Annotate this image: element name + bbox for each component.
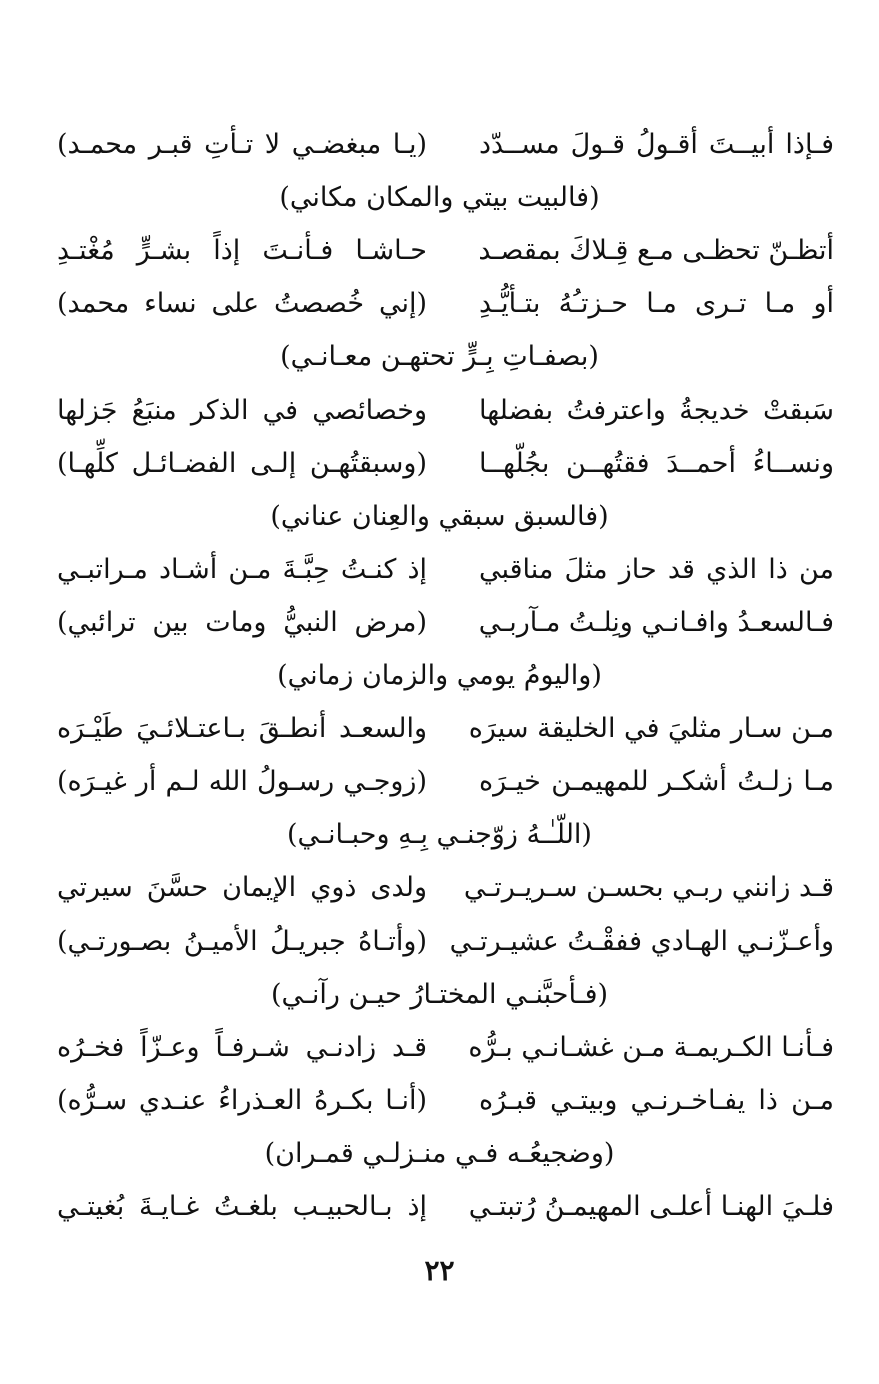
verse-second-hemistich: وخصائصي في الذكر منبَعُ جَزلها (57, 395, 427, 426)
verse-first-hemistich: من ذا الذي قد حاز مثلَ مناقبي (479, 554, 834, 585)
refrain-text: (فـأحبَّنـي المختـارُ حيـن رآنـي) (270, 979, 609, 1010)
verse-first-hemistich: ونســاءُ أحمــدَ فقتُهــن بجُلّهــا (479, 448, 834, 479)
verse-line (0, 117, 879, 173)
refrain-line (0, 648, 879, 704)
verse-first-hemistich: قـد زانني ربـي بحسـن سـريـرتـي (463, 872, 834, 903)
verse-line (0, 223, 879, 279)
page-number: ٢٢ (424, 1254, 455, 1287)
verse-second-hemistich: (أنـا بكـرهُ العـذراءُ عنـدي سـرُّه) (57, 1085, 427, 1116)
refrain-text: (وضجيعُـه فـي منـزلـي قمـران) (264, 1138, 615, 1169)
verse-line (0, 1179, 879, 1235)
verse-first-hemistich: سَبقتْ خديجةُ واعترفتُ بفضلها (479, 395, 834, 426)
verse-second-hemistich: (وسبقتُهـن إلـى الفضـائـل كلِّهـا) (57, 448, 427, 479)
verse-second-hemistich: (زوجـي رسـولُ الله لـم أر غيـرَه) (57, 766, 427, 797)
verse-line (0, 754, 879, 810)
verse-first-hemistich: فـأنـا الكـريمـة مـن غشـانـي بـرُّه (468, 1032, 834, 1063)
refrain-line (0, 489, 879, 545)
refrain-line (0, 807, 879, 863)
verse-first-hemistich: فلـيَ الهنـا أعلـى المهيمـنُ رُتبتـي (468, 1191, 834, 1222)
verse-first-hemistich: فـالسعـدُ وافـانـي ونِلـتُ مـآربـي (478, 607, 834, 638)
verse-first-hemistich: مـا زلـتُ أشكـر للمهيمـن خيـرَه (479, 766, 834, 797)
verse-second-hemistich: ولدى ذوي الإيمان حسَّنَ سيرتي (57, 872, 427, 903)
verse-line (0, 276, 879, 332)
verse-line (0, 1020, 879, 1076)
verse-line (0, 914, 879, 970)
verse-first-hemistich: أو مـا تـرى مـا حـزتـُهُ بتـأيُّـدِ (479, 288, 834, 319)
verse-line (0, 701, 879, 757)
verse-first-hemistich: مـن سـار مثليَ في الخليقة سيرَه (468, 713, 834, 744)
verse-second-hemistich: إذ بـالحبيـب بلغـتُ غـايـةَ بُغيتـي (57, 1191, 427, 1222)
refrain-line (0, 1126, 879, 1182)
refrain-line (0, 967, 879, 1023)
refrain-text: (فالبيت بيتي والمكان مكاني) (279, 182, 600, 213)
verse-first-hemistich: وأعـزّنـي الهـادي ففقْـتُ عشيـرتـي (449, 926, 834, 957)
verse-second-hemistich: حـاشـا فـأنـتَ إذاً بشـرٍّ مُغْتـدِ (57, 235, 427, 266)
verse-line (0, 542, 879, 598)
verse-line (0, 595, 879, 651)
refrain-text: (اللّـٰـهُ زوّجنـي بِـهِ وحبـانـي) (287, 819, 592, 850)
verse-line (0, 860, 879, 916)
refrain-text: (بصفـاتِ بِـرٍّ تحتهـن معـانـي) (280, 341, 599, 372)
verse-second-hemistich: (مرض النبيُّ ومات بين ترائبي) (57, 607, 427, 638)
verse-second-hemistich: والسعـد أنطـقَ بـاعتـلائـيَ طَيْـرَه (57, 713, 427, 744)
verse-second-hemistich: (يـا مبغضـي لا تـأتِ قبـر محمـد) (57, 129, 427, 160)
verse-line (0, 436, 879, 492)
refrain-line (0, 170, 879, 226)
refrain-line (0, 329, 879, 385)
verse-first-hemistich: مـن ذا يفـاخـرنـي وبيتـي قبـرُه (479, 1085, 834, 1116)
verse-first-hemistich: فـإذا أبيــتَ أقـولُ قـولَ مســدّد (479, 129, 834, 160)
verse-first-hemistich: أتظـنّ تحظـى مـع قِـلاكَ بمقصـد (478, 235, 834, 266)
refrain-text: (واليومُ يومي والزمان زماني) (277, 660, 602, 691)
verse-second-hemistich: (إني خُصصتُ على نساء محمد) (57, 288, 427, 319)
verse-second-hemistich: قـد زادنـي شـرفـاً وعـزّاً فخـرُه (57, 1032, 427, 1063)
verse-second-hemistich: (وأتـاهُ جبريـلُ الأميـنُ بصـورتـي) (57, 926, 427, 957)
verse-line (0, 1073, 879, 1129)
verse-line (0, 383, 879, 439)
verse-second-hemistich: إذ كنـتُ حِبَّـةَ مـن أشـاد مـراتبـي (57, 554, 427, 585)
refrain-text: (فالسبق سبقي والعِنان عناني) (270, 501, 609, 532)
